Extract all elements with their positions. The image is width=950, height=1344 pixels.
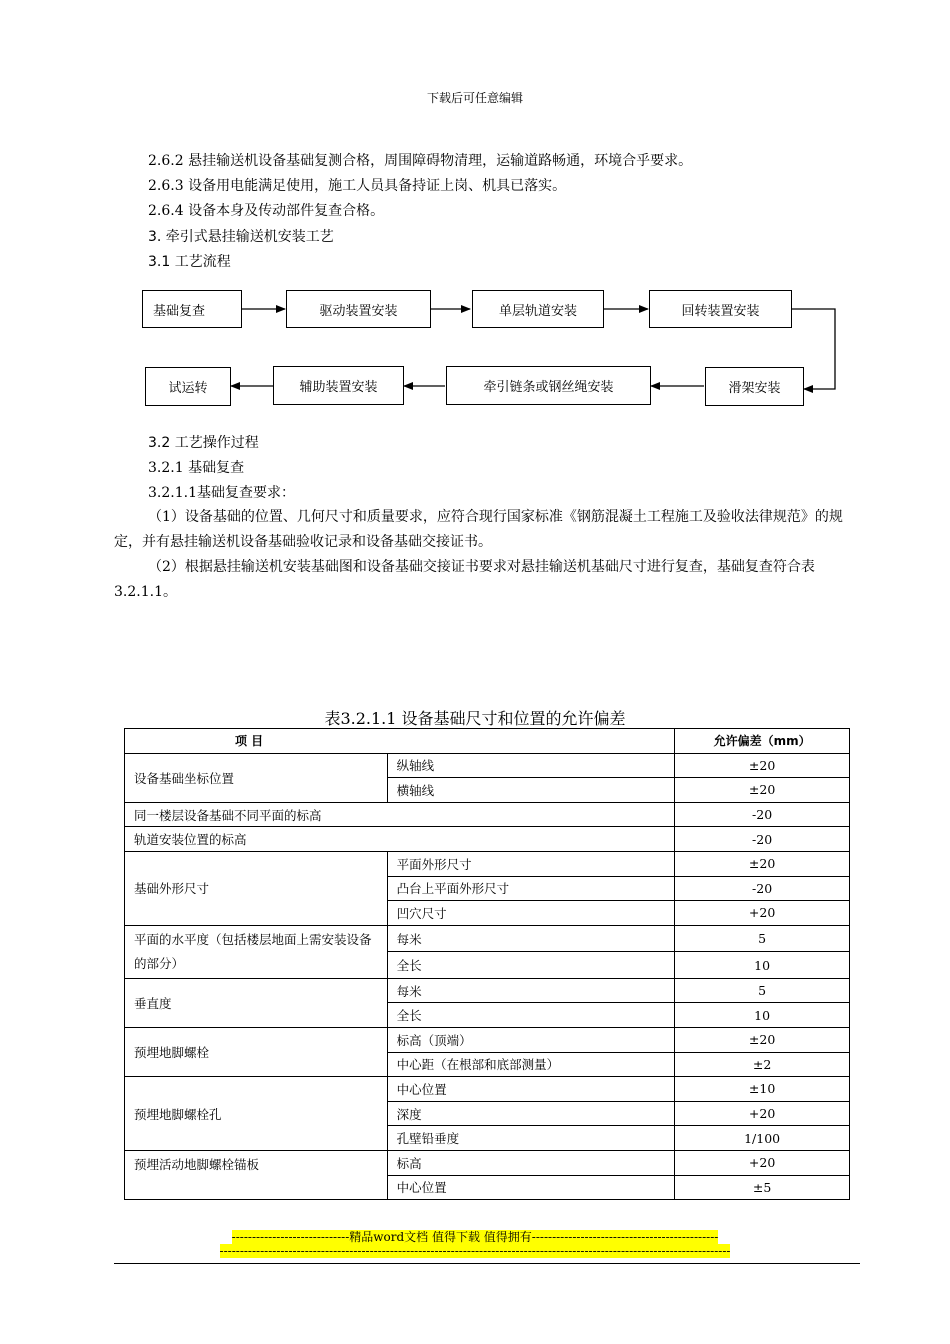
row-subitem: 横轴线	[387, 778, 675, 803]
row-label: 平面的水平度（包括楼层地面上需安装设备的部分）	[125, 925, 388, 978]
row-value: 1/100	[675, 1126, 850, 1151]
table-caption: 表3.2.1.1 设备基础尺寸和位置的允许偏差	[324, 709, 626, 728]
row-value: +20	[675, 1150, 850, 1175]
table-row	[125, 827, 850, 852]
row-value: 5	[675, 978, 850, 1003]
row-subitem: 标高	[387, 1150, 675, 1175]
table-row	[125, 851, 850, 876]
row-subitem: 纵轴线	[387, 753, 675, 778]
flowchart-connectors	[0, 0, 950, 420]
table-row	[125, 978, 850, 1003]
row-value: ±10	[675, 1077, 850, 1102]
section-3-2-heading: 3.2 工艺操作过程	[148, 435, 259, 451]
row-subitem: 凹穴尺寸	[387, 901, 675, 926]
requirement-paragraph-1: （1）设备基础的位置、几何尺寸和质量要求，应符合现行国家标准《钢筋混凝土工程施工及验收法律规范》的规定，并有悬挂输送机设备基础验收记录和设备基础交接证书。	[114, 509, 843, 550]
row-value: 10	[675, 1003, 850, 1028]
flow-step-drive-install: 驱动装置安装	[286, 290, 431, 328]
row-value: ±20	[675, 1027, 850, 1052]
section-3-heading: 3. 牵引式悬挂输送机安装工艺	[148, 229, 334, 245]
footer-banner-line-1	[0, 1228, 950, 1245]
row-subitem: 凸台上平面外形尺寸	[387, 876, 675, 901]
clause-2-6-4: 2.6.4 设备本身及传动部件复查合格。	[148, 203, 385, 219]
flow-step-trial-run: 试运转	[145, 367, 231, 406]
row-subitem: 标高（顶端）	[387, 1027, 675, 1052]
row-value: +20	[675, 901, 850, 926]
row-label: 预埋地脚螺栓	[125, 1027, 388, 1076]
flow-step-foundation-check: 基础复查	[142, 290, 242, 328]
row-subitem: 中心距（在根部和底部测量）	[387, 1052, 675, 1077]
row-subitem: 每米	[387, 925, 675, 952]
table-row	[125, 925, 850, 952]
flow-step-turn-install: 回转装置安装	[649, 290, 792, 328]
row-value: ±5	[675, 1175, 850, 1200]
row-value: ±20	[675, 753, 850, 778]
row-value: +20	[675, 1101, 850, 1126]
flow-step-aux-install: 辅助装置安装	[273, 366, 404, 405]
footer-banner-line-2	[0, 1244, 950, 1258]
row-value: ±20	[675, 778, 850, 803]
table-row	[125, 753, 850, 778]
table-row	[125, 1150, 850, 1175]
header-tolerance: 允许偏差（mm）	[675, 729, 850, 754]
footer-banner-text: -----------------------------精品word文档 值得下载 值得拥有----------------------------------------------	[231, 1230, 719, 1244]
row-subitem: 孔壁铅垂度	[387, 1126, 675, 1151]
table-row	[125, 802, 850, 827]
flow-step-track-install: 单层轨道安装	[472, 290, 604, 328]
table-row	[125, 1077, 850, 1102]
table-header-row	[125, 729, 850, 754]
requirement-paragraph-2: （2）根据悬挂输送机安装基础图和设备基础交接证书要求对悬挂输送机基础尺寸进行复查，基础复查符合表3.2.1.1。	[114, 559, 815, 600]
row-label: 基础外形尺寸	[125, 851, 388, 925]
row-subitem: 深度	[387, 1101, 675, 1126]
row-label: 预埋活动地脚螺栓锚板	[125, 1150, 388, 1199]
clause-2-6-2: 2.6.2 悬挂输送机设备基础复测合格，周围障碍物清理，运输道路畅通，环境合乎要求。	[148, 153, 693, 169]
tolerance-table	[124, 728, 850, 1200]
row-value: -20	[675, 802, 850, 827]
row-label: 轨道安装位置的标高	[125, 827, 675, 852]
row-label: 设备基础坐标位置	[125, 753, 388, 802]
row-subitem: 中心位置	[387, 1175, 675, 1200]
row-label: 预埋地脚螺栓孔	[125, 1077, 388, 1151]
flow-step-chain-install: 牵引链条或钢丝绳安装	[446, 366, 651, 405]
row-label: 垂直度	[125, 978, 388, 1027]
clause-2-6-3: 2.6.3 设备用电能满足使用，施工人员具备持证上岗、机具已落实。	[148, 178, 567, 194]
footer-rule	[114, 1263, 860, 1264]
row-value: -20	[675, 876, 850, 901]
table-row	[125, 1027, 850, 1052]
flow-step-trolley-install: 滑架安装	[705, 367, 804, 406]
row-subitem: 全长	[387, 952, 675, 979]
section-3-2-1-1-heading: 3.2.1.1基础复查要求：	[148, 485, 295, 501]
row-subitem: 全长	[387, 1003, 675, 1028]
row-value: ±20	[675, 851, 850, 876]
row-subitem: 平面外形尺寸	[387, 851, 675, 876]
row-value: ±2	[675, 1052, 850, 1077]
row-label: 同一楼层设备基础不同平面的标高	[125, 802, 675, 827]
row-value: -20	[675, 827, 850, 852]
row-subitem: 每米	[387, 978, 675, 1003]
section-3-1-heading: 3.1 工艺流程	[148, 254, 231, 270]
page-header-note: 下载后可任意编辑	[426, 91, 523, 105]
row-subitem: 中心位置	[387, 1077, 675, 1102]
row-value: 10	[675, 952, 850, 979]
footer-banner-dashes: ------------------------------------------------------------------------------------------------------------------------------	[219, 1244, 731, 1258]
row-value: 5	[675, 925, 850, 952]
header-item: 项 目	[125, 729, 675, 754]
section-3-2-1-heading: 3.2.1 基础复查	[148, 460, 245, 476]
